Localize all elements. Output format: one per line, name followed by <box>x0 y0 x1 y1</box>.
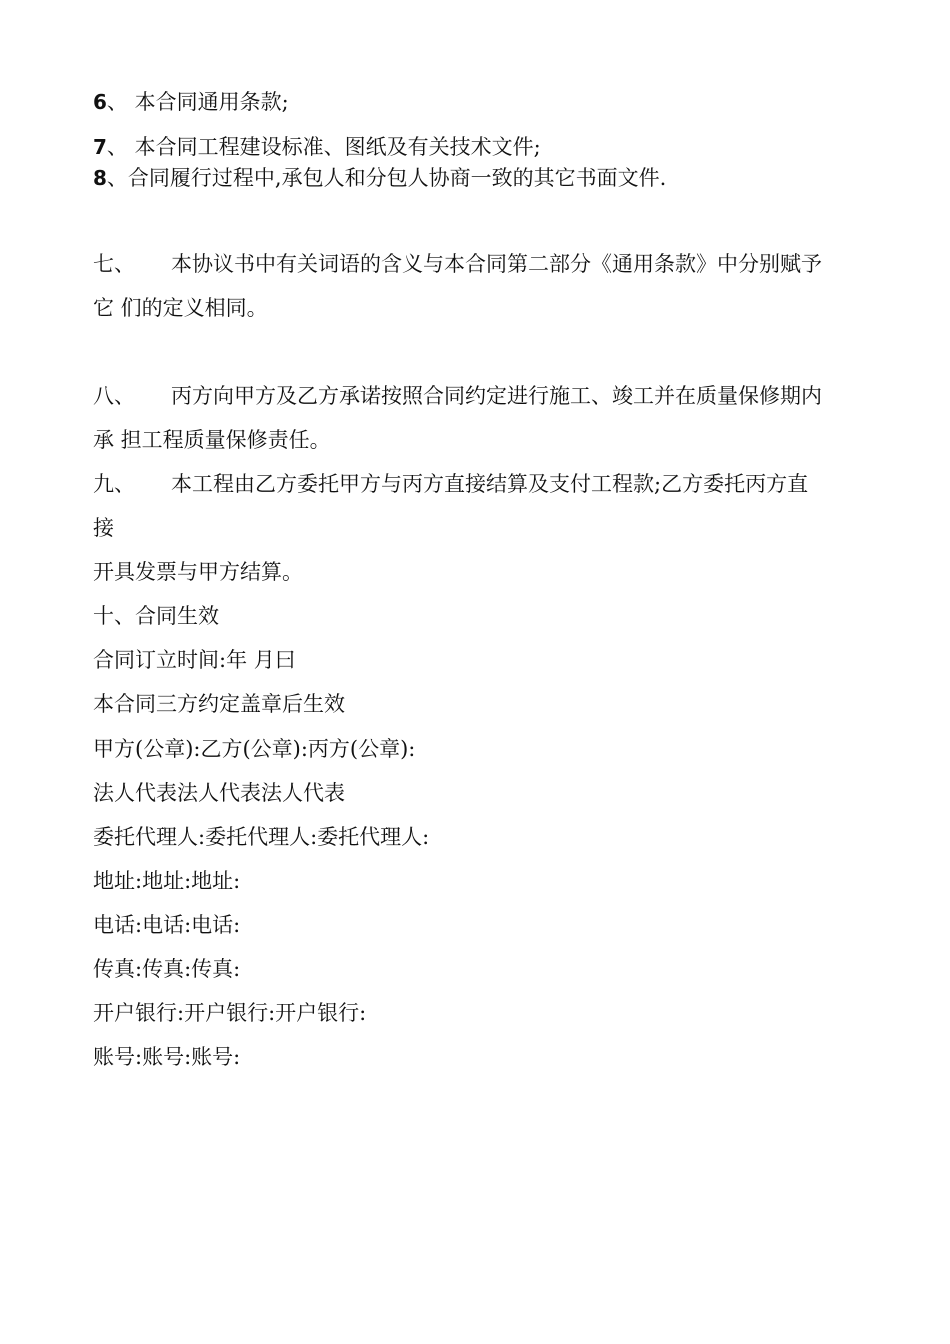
item-number: 8 <box>93 166 107 190</box>
signing-account: 账号:账号:账号: <box>93 1045 241 1069</box>
signing-phone: 电话:电话:电话: <box>93 913 241 937</box>
clause-text: 本协议书中有关词语的含义与本合同第二部分《通用条款》中分别赋予 <box>171 252 822 276</box>
signing-legal-rep: 法人代表法人代表法人代表 <box>93 781 345 805</box>
signing-date: 合同订立时间:年 月曰 <box>93 648 296 672</box>
clause-nine-line1 <box>93 470 808 498</box>
list-item-8 <box>93 164 666 192</box>
clause-seven-line2: 它 们的定义相同。 <box>93 296 268 320</box>
clause-seven-line1 <box>93 250 822 278</box>
item-text: 、合同履行过程中,承包人和分包人协商一致的其它书面文件. <box>106 166 667 190</box>
signing-effective: 本合同三方约定盖章后生效 <box>93 692 345 716</box>
clause-eight-line2: 承 担工程质量保修责任。 <box>93 428 331 452</box>
clause-label: 七、 <box>93 252 135 276</box>
clause-text: 丙方向甲方及乙方承诺按照合同约定进行施工、竣工并在质量保修期内 <box>171 384 822 408</box>
clause-text: 本工程由乙方委托甲方与丙方直接结算及支付工程款;乙方委托丙方直 <box>171 472 809 496</box>
signing-agent: 委托代理人:委托代理人:委托代理人: <box>93 825 430 849</box>
item-text: 、 本合同通用条款; <box>106 90 289 114</box>
signing-bank: 开户银行:开户银行:开户银行: <box>93 1001 367 1025</box>
list-item-6 <box>93 88 289 116</box>
clause-label: 八、 <box>93 384 135 408</box>
item-text: 、 本合同工程建设标准、图纸及有关技术文件; <box>106 135 541 159</box>
signing-fax: 传真:传真:传真: <box>93 957 241 981</box>
clause-label: 九、 <box>93 472 135 496</box>
item-number: 6 <box>93 90 107 114</box>
clause-ten-heading: 十、合同生效 <box>93 604 219 628</box>
clause-nine-line3: 开具发票与甲方结算。 <box>93 560 303 584</box>
list-item-7 <box>93 133 541 161</box>
item-number: 7 <box>93 135 107 159</box>
signing-seals: 甲方(公章):乙方(公章):丙方(公章): <box>93 737 416 761</box>
clause-nine-line2: 接 <box>93 516 114 540</box>
signing-address: 地址:地址:地址: <box>93 869 241 893</box>
clause-eight-line1 <box>93 382 822 410</box>
